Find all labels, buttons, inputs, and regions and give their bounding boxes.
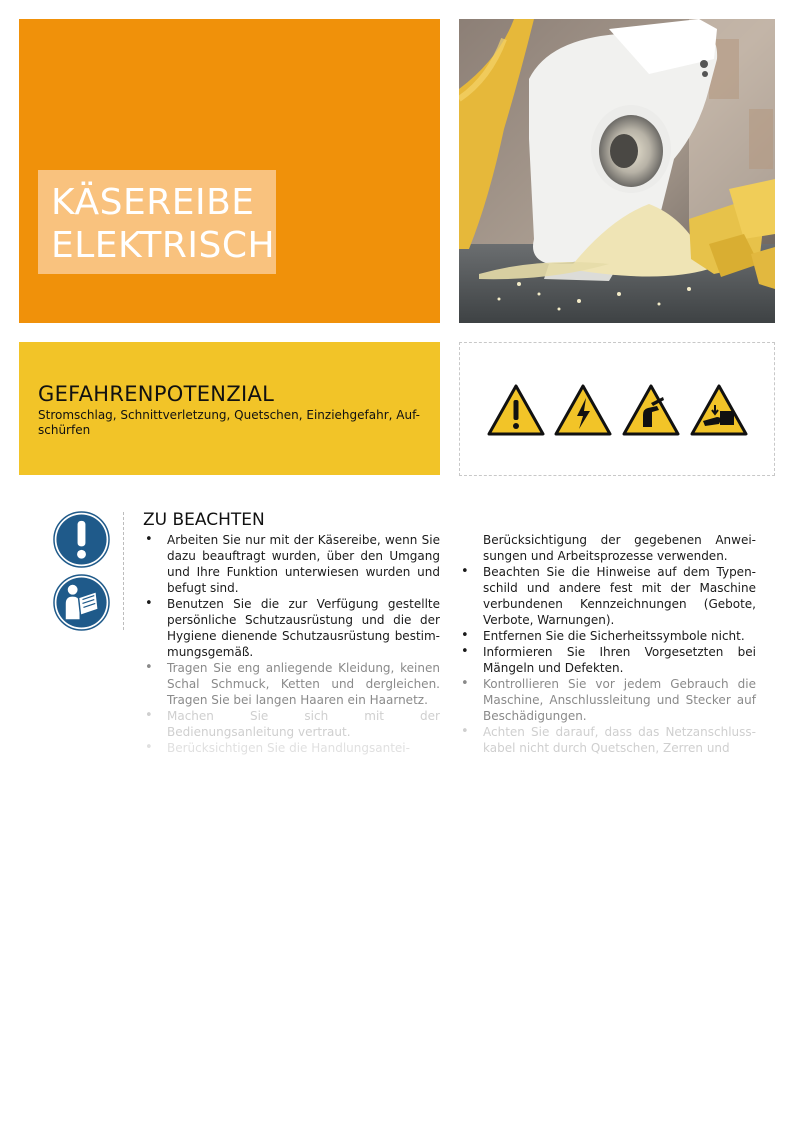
title-box [38,170,276,274]
list-item: • Benutzen Sie die zur Verfügung gestellte persönliche Schutzausrüstung und die der Hygiene dienende Schutzausrüstung bestim-mungsgemäß. [143,596,440,660]
hazard-description: Stromschlag, Schnittverletzung, Quetschen, Einziehgefahr, Auf-schürfen [38,408,420,437]
mandatory-attention-icon [53,511,110,568]
cutting-injury-warning-icon [621,383,681,437]
list-item: • Achten Sie darauf, dass das Netzanschluss-kabel nicht durch Quetschen, Zerren und [459,724,756,756]
electric-voltage-warning-icon [553,383,613,437]
list-item: • Berücksichtigen Sie die Handlungsantei- [143,740,440,756]
hazard-heading: GEFAHRENPOTENZIAL [38,382,275,406]
notice-heading: ZU BEACHTEN [143,510,265,530]
list-item: • Beachten Sie die Hinweise auf dem Typen-schild und andere fest mit der Maschine verbundenen Kennzeichnungen (Gebote, Verbote, Warnungen). [459,564,756,628]
product-photo [459,19,775,323]
list-item: • Kontrollieren Sie vor jedem Gebrauch die Maschine, Anschlussleitung und Stecker auf Beschädigungen. [459,676,756,724]
title-line-2: ELEKTRISCH [51,225,276,266]
grater-photo-illustration [459,19,775,323]
list-item: • Machen Sie sich mit der Bedienungsanleitung vertraut. [143,708,440,740]
list-item: • Tragen Sie eng anliegende Kleidung, keinen Schal Schmuck, Ketten und dergleichen. Tragen Sie bei langen Haaren ein Haarnetz. [143,660,440,708]
list-item: • Entfernen Sie die Sicherheitssymbole nicht. [459,628,756,644]
notice-divider [123,512,124,630]
hand-crush-warning-icon [689,383,749,437]
hazard-panel [19,342,440,475]
list-item: • Arbeiten Sie nur mit der Käsereibe, wenn Sie dazu beauftragt wurden, über den Umgang und Ihre Funktion unterwiesen wurden und befugt sind. [143,532,440,596]
notice-left-column [143,532,440,758]
general-warning-icon [486,383,546,437]
list-item-continuation: Berücksichtigung der gegebenen Anwei-sungen und Arbeitsprozesse verwenden. [483,533,756,563]
notice-right-column [459,532,756,756]
read-manual-icon [53,574,110,631]
title-line-1: KÄSEREIBE [51,182,255,223]
warning-signs-panel [459,342,775,476]
list-item: • Informieren Sie Ihren Vorgesetzten bei Mängeln und Defekten. [459,644,756,676]
